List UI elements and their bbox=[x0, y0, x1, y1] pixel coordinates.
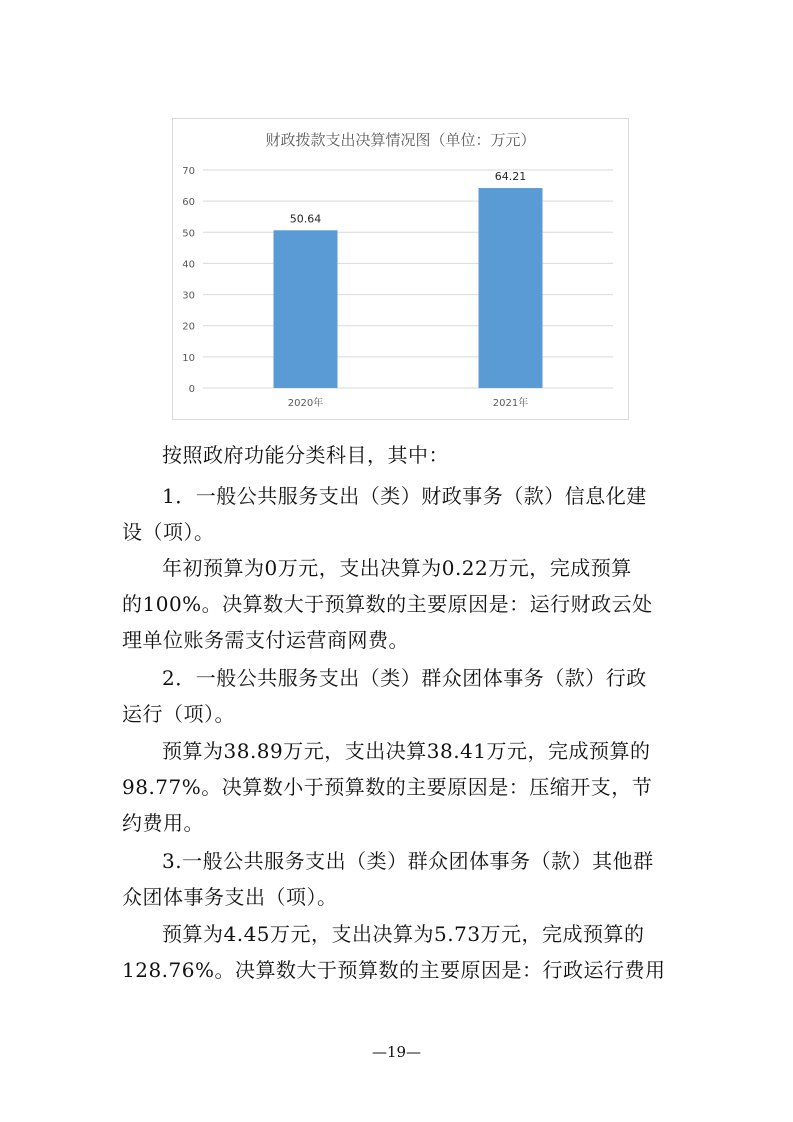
chart-bar bbox=[479, 188, 543, 388]
data-label: 64.21 bbox=[494, 170, 527, 184]
item1-body-line1: 年初预算为0万元，支出决算为0.22万元，完成预算 bbox=[162, 556, 632, 580]
item3-body-line2: 128.76%。决算数大于预算数的主要原因是：行政运行费用 bbox=[122, 958, 666, 982]
y-tick-label: 50 bbox=[182, 228, 195, 240]
y-tick-label: 40 bbox=[182, 259, 195, 271]
expenditure-chart bbox=[172, 118, 629, 420]
item1-heading-line2: 设（项）。 bbox=[122, 520, 215, 544]
item3-body-line1: 预算为4.45万元，支出决算为5.73万元，完成预算的 bbox=[162, 922, 645, 946]
item2-body-line3: 约费用。 bbox=[122, 811, 204, 835]
item1-body-line2: 的100%。决算数大于预算数的主要原因是：运行财政云处 bbox=[122, 592, 653, 616]
intro-text: 按照政府功能分类科目，其中： bbox=[162, 443, 449, 467]
item2-heading-line2: 运行（项）。 bbox=[122, 702, 235, 726]
data-label: 50.64 bbox=[289, 212, 322, 226]
page-number: —19— bbox=[371, 1043, 422, 1061]
y-tick-label: 10 bbox=[182, 352, 195, 364]
x-tick-label: 2020年 bbox=[287, 398, 324, 409]
chart-svg bbox=[173, 119, 628, 419]
item2-body-line2: 98.77%。决算数小于预算数的主要原因是：压缩开支，节 bbox=[122, 775, 653, 799]
chart-title: 财政拨款支出决算情况图（单位：万元） bbox=[265, 131, 536, 149]
item2-heading-line1: 2．一般公共服务支出（类）群众团体事务（款）行政 bbox=[162, 666, 647, 690]
item2-body-line1: 预算为38.89万元，支出决算38.41万元，完成预算的 bbox=[162, 739, 651, 763]
y-tick-label: 60 bbox=[182, 197, 195, 209]
item3-heading-line2: 众团体事务支出（项）。 bbox=[122, 885, 338, 909]
item3-heading-line1: 3.一般公共服务支出（类）群众团体事务（款）其他群 bbox=[162, 849, 654, 873]
chart-bar bbox=[274, 230, 338, 388]
x-tick-label: 2021年 bbox=[492, 398, 529, 409]
y-tick-label: 0 bbox=[188, 384, 195, 395]
item1-heading-line1: 1．一般公共服务支出（类）财政事务（款）信息化建 bbox=[162, 484, 647, 508]
y-tick-label: 70 bbox=[182, 166, 195, 177]
item1-body-line3: 理单位账务需支付运营商网费。 bbox=[122, 628, 409, 652]
y-tick-label: 30 bbox=[182, 290, 195, 302]
y-tick-label: 20 bbox=[182, 321, 195, 333]
